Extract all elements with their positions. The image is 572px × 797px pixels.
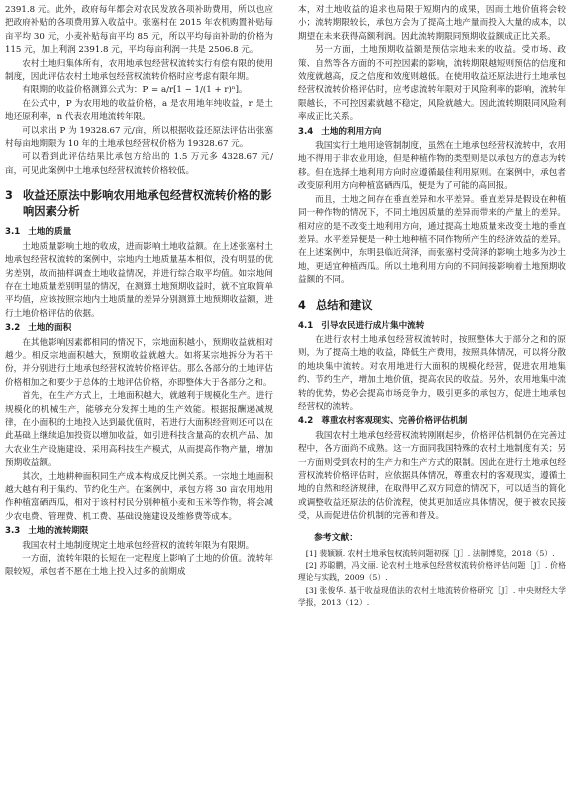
paragraph: 本，对土地收益的追求也局限于短期内的成果，因而土地价值将会较小；流转期限较长，承包方会为了提高土地产量而投入大量的成本，以期望在未来获得高额利润。因此流转期限同预期收益额成正比关系。: [298, 5, 566, 42]
paragraph: 土地质量影响土地的收成，进而影响土地收益额。在上述张塞村土地承包经营权流转的案例中，宗地内土地质量基本相似，没有明显的优劣差别，故而抽样调查土地收益情况，并进行综合取平均值。如宗地间存在土地质量差别明显的情况，在测算土地预期收益时，就不宜取简单平均值，应该按照宗地内土地质量的差异分别测算土地预期收益额，进行土地价格评估的依据。: [5, 241, 273, 319]
subsection-number: 3.2: [5, 323, 21, 334]
paragraph: 2391.8 元。此外，政府每年都会对农民发放各项补助费用，所以也应把政府补贴的各项费用算入收益中。张塞村在 2015 年农机购置补贴每亩平均 30 元，小麦补贴每亩平均 85 元，所以平均每亩补助的价格为 115 元，加上利润 2391.8 元，平均每亩利润一共是 2506.8 元。: [5, 5, 273, 56]
paragraph: 我国实行土地用途管制制度，虽然在土地承包经营权流转中，农用地不得用于非农业用途，但是种植作物的类型则是以承包方的意志为转移。但在选择土地利用方向时应遵循最佳利用原则。在案例中，承包者改变原利用方向种植富硒西瓜，便是为了可能的高回报。: [298, 141, 566, 192]
paragraph: 在其他影响因素都相同的情况下，宗地面积越小，预期收益就相对越少。相反宗地面积越大，预期收益就越大。如将某宗地拆分为若干份，并分别进行土地承包经营权流转价格评估。那么各部分的土地评估价格相加之和要少于总体的土地评估价格，亦即整体大于各部分之和。: [5, 337, 273, 388]
subsection-heading-3-3: [5, 525, 273, 538]
subsection-number: 3.1: [5, 227, 21, 238]
section-heading-4: [298, 298, 566, 314]
paragraph: 农村土地归集体所有，农用地承包经营权流转实行有偿有限的使用制度，因此评估农村土地承包经营权流转价格时应考虑有限年期。: [5, 58, 273, 83]
formula-paragraph: 有限期的收益价格测算公式为：P = a/r[1 − 1/(1 + r)ⁿ]。: [22, 85, 248, 96]
reference-item: [2] 苏聪鹏，冯文丽. 论农村土地承包经营权流转价格评估问题［J］. 价格理论与实践，2009（5）.: [298, 561, 566, 583]
subsection-title: 土地的面积: [28, 323, 72, 334]
subsection-heading-3-4: [298, 126, 566, 139]
paragraph: 我国农村土地承包经营权流转刚刚起步，价格评估机制仍在完善过程中，各方面尚不成熟。这一方面同我国特殊的农村土地制度有关；另一方面则受到农村的生产力和生产方式的限制。因此在进行土地承包经营权流转价格评估时，应依据具体情况，尊重农村的客观现实，遵循土地的自然和经济规律，在取得甲乙双方同意的情况下，可以适当的简化或调整收益还原法的估价流程，使其更加适应具体情况，便于被农民接受，从而促进估价机制的完善和普及。: [298, 430, 566, 522]
subsection-title: 引导农民进行成片集中流转: [321, 320, 425, 331]
subsection-heading-3-2: [5, 322, 273, 335]
section-number: 3: [5, 189, 13, 203]
subsection-number: 4.1: [298, 320, 314, 331]
reference-item: [1] 裴颖颖. 农村土地承包权流转问题初探［J］. 法制博览，2018（5）.: [305, 549, 555, 559]
paragraph: 在进行农村土地承包经营权流转时，按照整体大于部分之和的原则，为了提高土地的收益，降低生产费用，按照具体情况，可以将分散的地块集中流转。对农用地进行大面积的规模化经营，促进农用地集约、节约生产，增加土地价值，提高农民的收益。另外，农用地集中流转的优势，势必会提高市场竞争力，吸引更多的承包方，促进土地承包经营权的流转。: [298, 334, 566, 412]
subsection-heading-4-1: [298, 320, 566, 333]
subsection-heading-3-1: [5, 226, 273, 239]
paragraph: 一方面，流转年限的长短在一定程度上影响了土地的价值。流转年限较短，承包者不愿在土地上投入过多的前期成: [5, 554, 273, 578]
subsection-number: 3.3: [5, 526, 21, 537]
paragraph: 可以看到此评估结果比承包方给出的 1.5 万元多 4328.67 元/亩，可见此案例中土地承包经营权流转价格较低。: [5, 152, 273, 176]
paragraph: 可以求出 P 为 19328.67 元/亩，所以根据收益还原法评估出张塞村每亩地期限为 10 年的土地承包经营权价格为 19328.67 元。: [5, 125, 273, 150]
subsection-number: 3.4: [298, 126, 314, 137]
subsection-number: 4.2: [298, 416, 314, 427]
section-title: 收益还原法中影响农用地承包经营权流转价格的影响因素分析: [23, 189, 272, 219]
subsection-title: 土地的流转期限: [28, 526, 89, 537]
paragraph: 在公式中，P 为农用地的收益价格，a 是农用地年纯收益，r 是土地还原利率，n 代表农用地流转年限。: [5, 98, 273, 123]
section-heading-3: [5, 188, 273, 220]
left-column: [5, 4, 273, 580]
right-column: [298, 4, 566, 609]
section-title: 总结和建议: [316, 298, 373, 312]
references-heading: 参考文献：: [314, 532, 358, 543]
subsection-title: 土地的质量: [28, 227, 72, 238]
subsection-heading-4-2: [298, 415, 566, 428]
paragraph: 另一方面，土地预期收益额是预估宗地未来的收益。受市场、政策、自然等各方面的不可控因素的影响，流转期限越短则预估的信度和效度就越高，反之信度和效度则越低。在使用收益还原法进行土地承包经营权流转价格评估时，应考虑流转年限对于风险利率的影响，流转年限越长，不可控因素就越不稳定，风险就越大。因此流转期限同风险利率成正比关系。: [298, 45, 566, 123]
paragraph: 而且，土地之间存在垂直差异和水平差异。垂直差异是假设在种植同一种作物的情况下，不同土地因质量的差异而带来的产量上的差异。相对应的是不改变土地利用方向，通过提高土地质量来改变土地的垂直差异。水平差异便是一种土地种植不同作物所产生的经济效益的差异。在上述案例中，东明县临近菏泽，而张塞村受菏泽的影响土地多为沙土地，更适宜种植西瓜。所以土地利用方向的不同间接影响着土地预期收益额的不同。: [298, 194, 566, 286]
paragraph: 我国农村土地制度规定土地承包经营权的流转年限为有限期。: [22, 540, 255, 551]
paragraph: 首先，在生产方式上，土地面积越大，就越利于规模化生产。进行规模化的机械生产，能够充分发挥土地的生产效能。根据报酬递减规律，在小面积的土地投入达到最优值时，若进行大面积经营则还可以在此基础上继续追加投资以增加收益，如引进科技含量高的农机产品、加大农业生产设施建设、采用高科技生产模式，从而提高作物产量，增加预期收益额。: [5, 391, 273, 469]
reference-item: [3] 张俊华. 基于收益现值法的农村土地流转价格研究［J］. 中央财经大学学报，2013（12）.: [298, 585, 566, 607]
paragraph: 其次，土地耕种面积同生产成本构成反比例关系。一宗地土地面积越大越有利于集约、节约化生产。在案例中，承包方将 30 亩农用地用作种植富硒西瓜，相对于该村村民分别种植小麦和玉米等作物，将会减少农电费、管理费、机工费、基础设施建设及维修费等成本。: [5, 471, 273, 522]
subsection-title: 尊重农村客观现实、完善价格评估机制: [321, 416, 468, 427]
section-number: 4: [298, 298, 306, 312]
subsection-title: 土地的利用方向: [321, 126, 382, 137]
